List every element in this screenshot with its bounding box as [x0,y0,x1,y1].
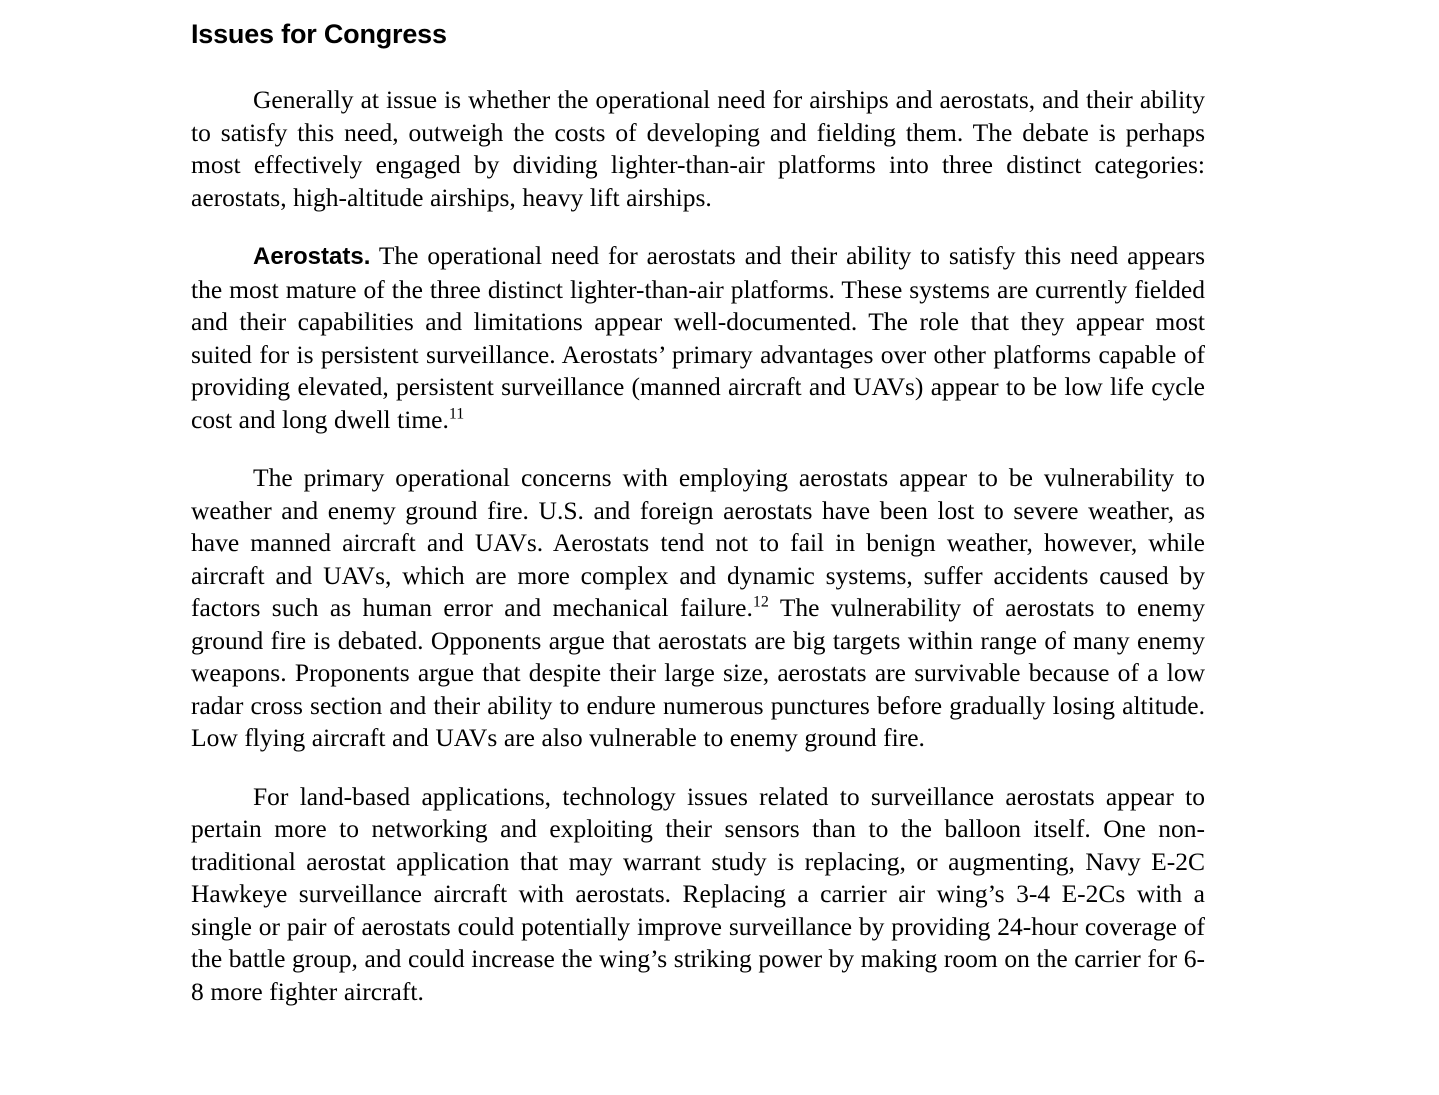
paragraph-lead-label: Aerostats. [253,243,371,270]
paragraph-text-continued: The vulnerability of aerostats to enemy ground fire is debated. Opponents argue that aerostats are big targets within range of many enemy weapons. Proponents argue that despite their large size, aerostats are survivable because of a low radar cross section and their ability to endure numerous punctures before gradually losing altitude. Low flying aircraft and UAVs are also vulnerable to enemy ground fire. [191,593,1205,752]
paragraph-text: For land-based applications, technology issues related to surveillance aerostats appear to pertain more to networking and exploiting their sensors than to the balloon itself. One non-traditional aerostat application that may warrant study is replacing, or augmenting, Navy E-2C Hawkeye surveillance aircraft with aerostats. Replacing a carrier air wing’s 3-4 E-2Cs with a single or pair of aerostats could potentially improve surveillance by providing 24-hour coverage of the battle group, and could increase the wing’s striking power by making room on the carrier for 6-8 more fighter aircraft. [191,781,1205,1006]
footnote-marker: 11 [448,405,465,422]
footnote-marker: 12 [752,593,769,611]
paragraph-concerns [191,462,1205,755]
paragraph-aerostats [191,240,1205,436]
paragraph-text: The operational need for aerostats and their ability to satisfy this need appears the most mature of the three distinct lighter-than-air platforms. These systems are currently fielded and their capabilities and limitations appear well-documented. The role that they appear most suited for is persistent surveillance. Aerostats’ primary advantages over other platforms capable of providing elevated, persistent surveillance (manned aircraft and UAVs) appear to be low life cycle cost and long dwell time. [191,241,1205,434]
page-title: Issues for Congress [191,19,447,49]
paragraph-text: Generally at issue is whether the operational need for airships and aerostats, and their ability to satisfy this need, outweigh the costs of developing and fielding them. The debate is perhaps most effectively engaged by dividing lighter-than-air platforms into three distinct categories: aerostats, high-altitude airships, heavy lift airships. [191,85,1205,212]
paragraph-text: The primary operational concerns with employing aerostats appear to be vulnerability to weather and enemy ground fire. U.S. and foreign aerostats have been lost to severe weather, as have manned aircraft and UAVs. Aerostats tend not to fail in benign weather, however, while aircraft and UAVs, which are more complex and dynamic systems, suffer accidents caused by factors such as human error and mechanical failure. [191,463,1205,622]
document-body [191,18,1205,1008]
paragraph-intro [191,84,1205,214]
paragraph-land-based [191,781,1205,1009]
